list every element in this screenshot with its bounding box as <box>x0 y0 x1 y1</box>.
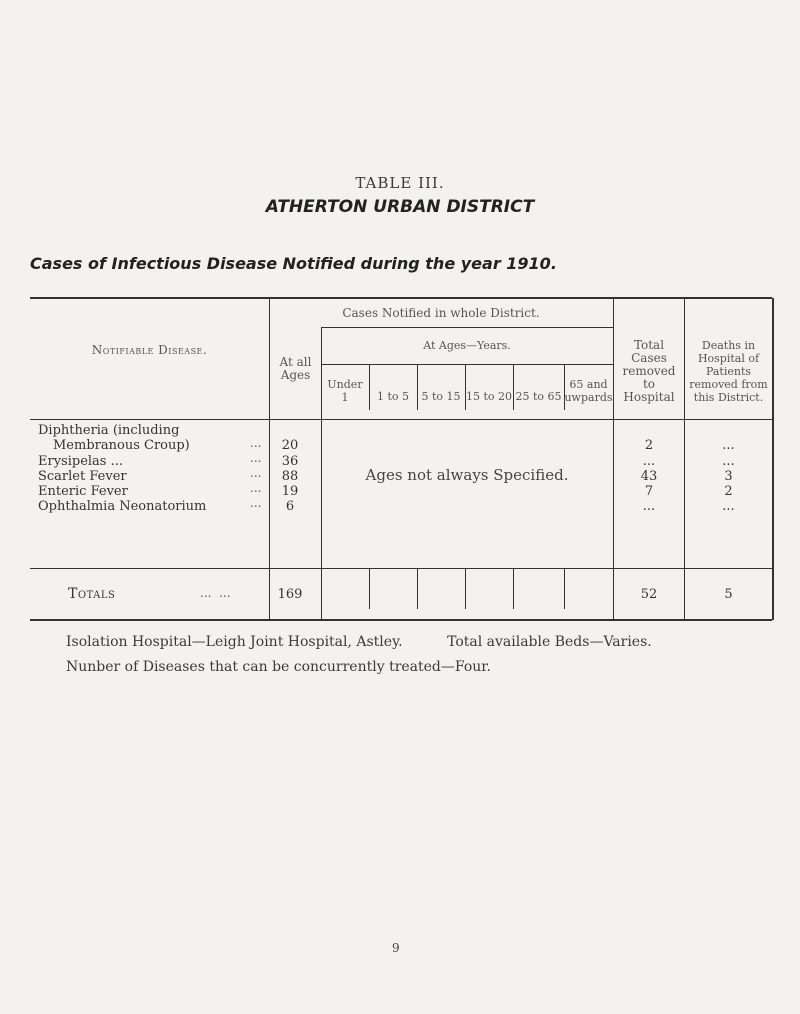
rule-below-at-ages <box>321 364 613 365</box>
header-cases-notified: Cases Notified in whole District. <box>342 306 540 320</box>
header-age-65-up: 65 and uwpards <box>564 378 613 404</box>
totals-divider-3 <box>465 569 466 609</box>
row-erysipelas-all-ages: 36 <box>281 454 299 469</box>
table-top-rule <box>30 297 772 299</box>
totals-divider-1 <box>369 569 370 609</box>
header-age-1-5: 1 to 5 <box>376 390 410 403</box>
row-diphtheria-all-ages: 20 <box>281 438 299 453</box>
row-ophthalmia-deaths: ... <box>722 499 735 514</box>
row-enteric-removed: 7 <box>644 484 654 499</box>
row-scarlet-label: Scarlet Fever <box>38 469 127 484</box>
header-under-1: Under 1 <box>327 378 363 404</box>
table-right-rule <box>772 298 774 620</box>
header-total-removed: Total Cases removed to Hospital <box>622 338 676 404</box>
footer-line-1: Isolation Hospital—Leigh Joint Hospital, Astley. Total available Beds—Varies. <box>66 634 652 650</box>
footer-line-2: Nunber of Diseases that can be concurrently treated—Four. <box>66 659 491 675</box>
row-scarlet-removed: 43 <box>640 469 658 484</box>
district-title: ATHERTON URBAN DISTRICT <box>265 197 535 217</box>
header-notifiable-disease: Notifiable Disease. <box>91 343 208 357</box>
totals-divider-2 <box>417 569 418 609</box>
totals-label: Totals <box>68 586 116 602</box>
header-at-ages-years: At Ages—Years. <box>423 339 511 352</box>
table-label: TABLE III. <box>355 174 445 192</box>
row-ophthalmia-removed: ... <box>642 499 656 514</box>
row-scarlet-all-ages: 88 <box>281 469 299 484</box>
row-enteric-label: Enteric Fever <box>38 484 128 499</box>
row-ophthalmia-all-ages: 6 <box>285 499 295 514</box>
header-at-all-ages: At all Ages <box>279 355 312 382</box>
totals-all-ages: 169 <box>277 587 303 602</box>
header-deaths: Deaths in Hospital of Patients removed from this District. <box>689 339 768 404</box>
header-bottom-rule <box>30 419 772 420</box>
age-divider-2 <box>417 365 418 410</box>
rule-below-cases-notified <box>321 327 613 328</box>
row-diphtheria-removed: 2 <box>644 438 654 453</box>
subtitle: Cases of Infectious Disease Notified during the year 1910. <box>30 254 557 273</box>
table-bottom-rule <box>30 619 772 621</box>
age-divider-4 <box>513 365 514 410</box>
totals-divider-4 <box>513 569 514 609</box>
totals-removed: 52 <box>640 587 658 602</box>
header-age-25-65: 25 to 65 <box>515 390 562 403</box>
row-erysipelas-label: Erysipelas ... <box>38 454 124 469</box>
header-age-15-20: 15 to 20 <box>465 390 513 403</box>
leader-dots: ... ... ... ... ... <box>250 436 262 510</box>
totals-top-rule <box>30 568 772 569</box>
page-number: 9 <box>392 941 400 955</box>
row-erysipelas-deaths: ... <box>722 454 735 469</box>
row-scarlet-deaths: 3 <box>724 469 733 484</box>
row-enteric-deaths: 2 <box>724 484 733 499</box>
row-enteric-all-ages: 19 <box>281 484 299 499</box>
totals-dots: ... ... <box>200 586 231 600</box>
totals-divider-5 <box>564 569 565 609</box>
age-divider-1 <box>369 365 370 410</box>
row-ophthalmia-label: Ophthalmia Neonatorium <box>38 499 207 514</box>
row-erysipelas-removed: ... <box>642 454 656 469</box>
age-divider-3 <box>465 365 466 410</box>
row-diphtheria-line1: Diphtheria (including <box>38 423 180 438</box>
totals-deaths: 5 <box>724 587 733 602</box>
row-diphtheria-label: Membranous Croup) <box>53 438 190 453</box>
ages-note: Ages not always Specified. <box>365 466 569 484</box>
header-age-5-15: 5 to 15 <box>421 390 461 403</box>
row-diphtheria-deaths: ... <box>722 438 735 453</box>
